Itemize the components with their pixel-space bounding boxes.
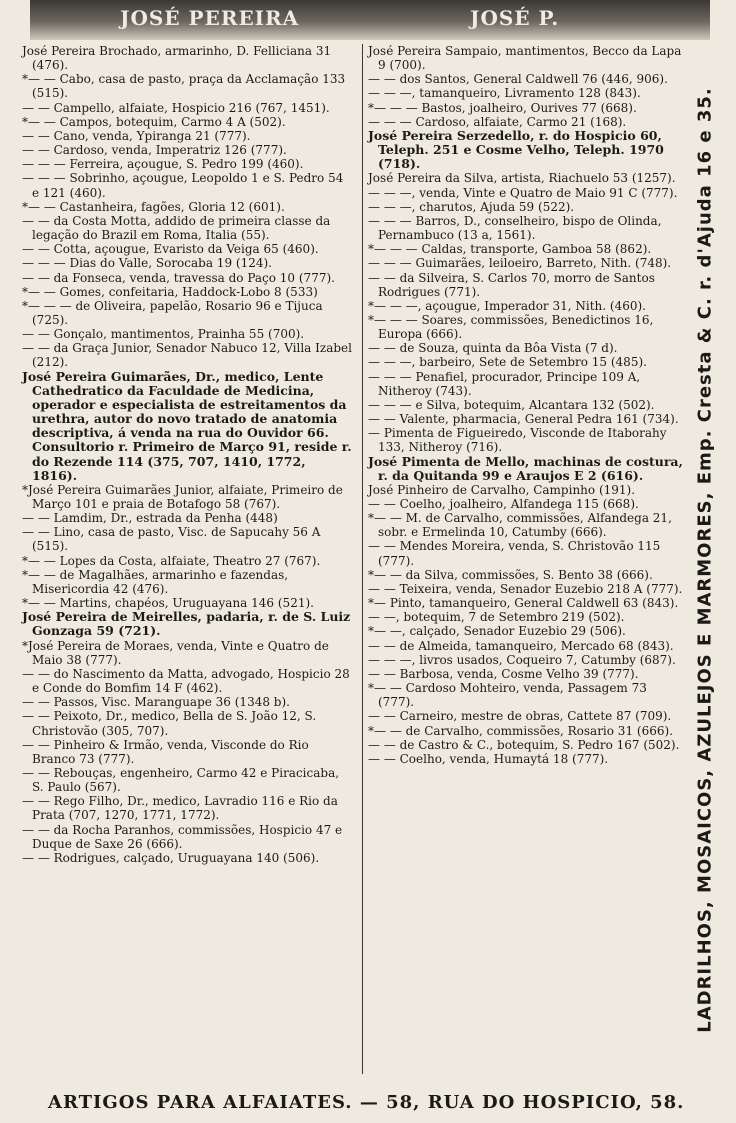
directory-entry: — — dos Santos, General Caldwell 76 (446, 906). — [368, 72, 668, 87]
directory-entry: *— — — de Oliveira, papelão, Rosario 96 e Tijuca (725). — [22, 298, 323, 327]
directory-entry: — — Cardoso, venda, Imperatriz 126 (777). — [22, 143, 287, 158]
side-banner-text: LADRILHOS, MOSAICOS, AZULEJOS E MARMORES, Emp. Cresta & C. r. d'Ajuda 16 e 35. — [694, 87, 716, 1033]
page-header — [30, 0, 710, 40]
directory-entry: — — Rego Filho, Dr., medico, Lavradio 116 e Rio da Prata (707, 1270, 1771, 1772). — [22, 794, 338, 823]
directory-entry: — — Campello, alfaiate, Hospicio 216 (767, 1451). — [22, 100, 330, 115]
directory-entry: *— — de Magalhães, armarinho e fazendas, Misericordia 42 (476). — [22, 567, 289, 596]
directory-entry: — — Coelho, venda, Humaytá 18 (777). — [368, 751, 609, 766]
directory-entry: — — — Sobrinho, açougue, Leopoldo 1 e S. Pedro 54 e 121 (460). — [22, 171, 344, 200]
header-right: JOSÉ P. — [470, 6, 560, 30]
directory-entry: — — Teixeira, venda, Senador Euzebio 218 A (777). — [368, 581, 683, 596]
directory-entry: — — — Cardoso, alfaiate, Carmo 21 (168). — [368, 114, 627, 129]
directory-entry: José Pimenta de Mello, machinas de costura, r. da Quitanda 99 e Araujos E 2 (616). — [368, 453, 683, 483]
directory-entry: — — da Fonseca, venda, travessa do Paço 10 (777). — [22, 270, 335, 285]
directory-entry: — — Lamdim, Dr., estrada da Penha (448) — [22, 511, 278, 526]
directory-entry: *— — M. de Carvalho, commissões, Alfandega 21, sobr. e Ermelinda 10, Catumby (666). — [368, 511, 672, 540]
directory-entry: José Pereira Brochado, armarinho, D. Felliciana 31 (476). — [22, 44, 332, 73]
directory-entry: *— — —, açougue, Imperador 31, Nith. (460). — [368, 298, 646, 313]
directory-entry: — — Valente, pharmacia, General Pedra 161 (734). — [368, 412, 679, 427]
directory-entry: — — — Dias do Valle, Sorocaba 19 (124). — [22, 256, 272, 271]
directory-entry: — — — Penafiel, procurador, Principe 109 A, Nitheroy (743). — [368, 369, 641, 398]
directory-entry: — — Lino, casa de pasto, Visc. de Sapucahy 56 A (515). — [22, 525, 321, 554]
directory-entry: José Pereira de Meirelles, padaria, r. de S. Luiz Gonzaga 59 (721). — [22, 609, 351, 639]
directory-entry: — — do Nascimento da Matta, advogado, Hospicio 28 e Conde do Bomfim 14 F (462). — [22, 666, 350, 696]
directory-entry: *— — Martins, chapéos, Uruguayana 146 (521). — [22, 596, 314, 611]
directory-entry: — — Rodrigues, calçado, Uruguayana 140 (506). — [22, 850, 320, 865]
directory-entry: *— — Cardoso Mohteiro, venda, Passagem 73 (777). — [368, 681, 647, 710]
directory-entry: — — de Castro & C., botequim, S. Pedro 167 (502). — [368, 737, 680, 752]
directory-entry: — — Pinheiro & Irmão, venda, Visconde do Rio Branco 73 (777). — [22, 737, 309, 766]
directory-entry: — — Coelho, joalheiro, Alfandega 115 (668). — [368, 497, 639, 511]
directory-entry: — — —, livros usados, Coqueiro 7, Catumby (687). — [368, 652, 676, 667]
directory-entry: José Pereira Guimarães, Dr., medico, Lente Cathedratico da Faculdade de Medicina, operador e especialista de estreitamentos da urethra, autor do novo tratado de anatomia descriptiva, á venda na rua do Ouvidor 66. Consultorio r. Primeiro de Março 91, reside r. do Rezende 114 (375, 707, 1410, 1772, 1816). — [22, 368, 352, 483]
directory-entry: José Pereira da Silva, artista, Riachuelo 53 (1257). — [368, 171, 676, 186]
directory-entry: — — da Rocha Paranhos, commissões, Hospicio 47 e Duque de Saxe 26 (666). — [22, 822, 343, 851]
directory-entry: *— — de Carvalho, commissões, Rosario 31 (666). — [368, 723, 673, 738]
side-banner — [686, 40, 724, 1080]
directory-entry: *— — Lopes da Costa, alfaiate, Theatro 27 (767). — [22, 553, 321, 568]
directory-entry: *José Pereira de Moraes, venda, Vinte e Quatro de Maio 38 (777). — [22, 638, 329, 667]
directory-entry: *— — Gomes, confeitaria, Haddock-Lobo 8 (533) — [22, 284, 318, 299]
column-divider — [362, 44, 363, 1074]
directory-entry: — — — Ferreira, açougue, S. Pedro 199 (460). — [22, 157, 304, 172]
directory-entry: José Pereira Sampaio, mantimentos, Becco da Lapa 9 (700). — [368, 44, 682, 73]
directory-entry: — — —, venda, Vinte e Quatro de Maio 91 C (777). — [368, 185, 678, 200]
directory-entry: — Pimenta de Figueiredo, Visconde de Itaborahy 133, Nitheroy (716). — [368, 426, 667, 455]
footer-advert: ARTIGOS PARA ALFAIATES. — 58, RUA DO HOSPICIO, 58. — [48, 1092, 685, 1113]
directory-entry: *— — — Soares, commissões, Benedictinos 16, Europa (666). — [368, 312, 654, 342]
directory-entry: *— — da Silva, commissões, S. Bento 38 (666). — [368, 567, 653, 582]
directory-entry: — — Barbosa, venda, Cosme Velho 39 (777). — [368, 666, 639, 681]
left-column — [22, 44, 352, 865]
directory-entry: — — da Graça Junior, Senador Nabuco 12, Villa Izabel (212). — [22, 341, 352, 370]
directory-entry: — — — Barros, D., conselheiro, bispo de Olinda, Pernambuco (13 a, 1561). — [368, 213, 662, 243]
directory-entry: — — Cano, venda, Ypiranga 21 (777). — [22, 128, 251, 143]
directory-entry: José Pereira Serzedello, r. do Hospicio 60, Teleph. 251 e Cosme Velho, Teleph. 1970 (718). — [368, 127, 664, 172]
directory-entry: — —, botequim, 7 de Setembro 219 (502). — [368, 610, 625, 625]
directory-entry: *— — Castanheira, fagões, Gloria 12 (601). — [22, 199, 285, 214]
directory-entry: — — da Silveira, S. Carlos 70, morro de Santos Rodrigues (771). — [368, 270, 655, 299]
directory-entry: *— —, calçado, Senador Euzebio 29 (506). — [368, 624, 626, 639]
directory-entry: — — Gonçalo, mantimentos, Prainha 55 (700). — [22, 327, 305, 342]
directory-entry: — — —, charutos, Ajuda 59 (522). — [368, 199, 575, 214]
directory-entry: — — — Guimarães, leiloeiro, Barreto, Nith. (748). — [368, 256, 672, 271]
right-column — [368, 44, 686, 766]
directory-entry: — — Passos, Visc. Maranguape 36 (1348 b). — [22, 695, 290, 710]
directory-entry: *— — Cabo, casa de pasto, praça da Acclamação 133 (515). — [22, 72, 346, 101]
directory-entry: *— Pinto, tamanqueiro, General Caldwell 63 (843). — [368, 596, 679, 611]
directory-entry: — — da Costa Motta, addido de primeira classe da legação do Brazil em Roma, Italia (55). — [22, 213, 331, 243]
directory-entry: — — — e Silva, botequim, Alcantara 132 (502). — [368, 397, 655, 412]
directory-entry: — — de Souza, quinta da Bôa Vista (7 d). — [368, 341, 618, 356]
directory-entry: *— — Campos, botequim, Carmo 4 A (502). — [22, 114, 286, 129]
directory-entry: — — Cotta, açougue, Evaristo da Veiga 65 (460). — [22, 242, 319, 257]
directory-entry: *— — — Caldas, transporte, Gamboa 58 (862). — [368, 242, 652, 257]
directory-entry: — — —, barbeiro, Sete de Setembro 15 (485). — [368, 355, 647, 370]
directory-entry: — — Carneiro, mestre de obras, Cattete 87 (709). — [368, 709, 672, 724]
directory-entry: — — Peixoto, Dr., medico, Bella de S. João 12, S. Christovão (305, 707). — [22, 709, 317, 738]
directory-entry: *José Pereira Guimarães Junior, alfaiate, Primeiro de Março 101 e praia de Botafogo 58 (767). — [22, 482, 343, 511]
directory-entry: *— — — Bastos, joalheiro, Ourives 77 (668). — [368, 100, 637, 115]
directory-entry: — — Mendes Moreira, venda, S. Christovão 115 (777). — [368, 539, 661, 568]
directory-entry: — — —, tamanqueiro, Livramento 128 (843). — [368, 86, 641, 101]
directory-entry: — — Rebouças, engenheiro, Carmo 42 e Piracicaba, S. Paulo (567). — [22, 765, 340, 795]
header-left: JOSÉ PEREIRA — [120, 6, 300, 30]
directory-entry: — — de Almeida, tamanqueiro, Mercado 68 (843). — [368, 638, 674, 653]
directory-entry: José Pinheiro de Carvalho, Campinho (191). — [368, 482, 636, 497]
